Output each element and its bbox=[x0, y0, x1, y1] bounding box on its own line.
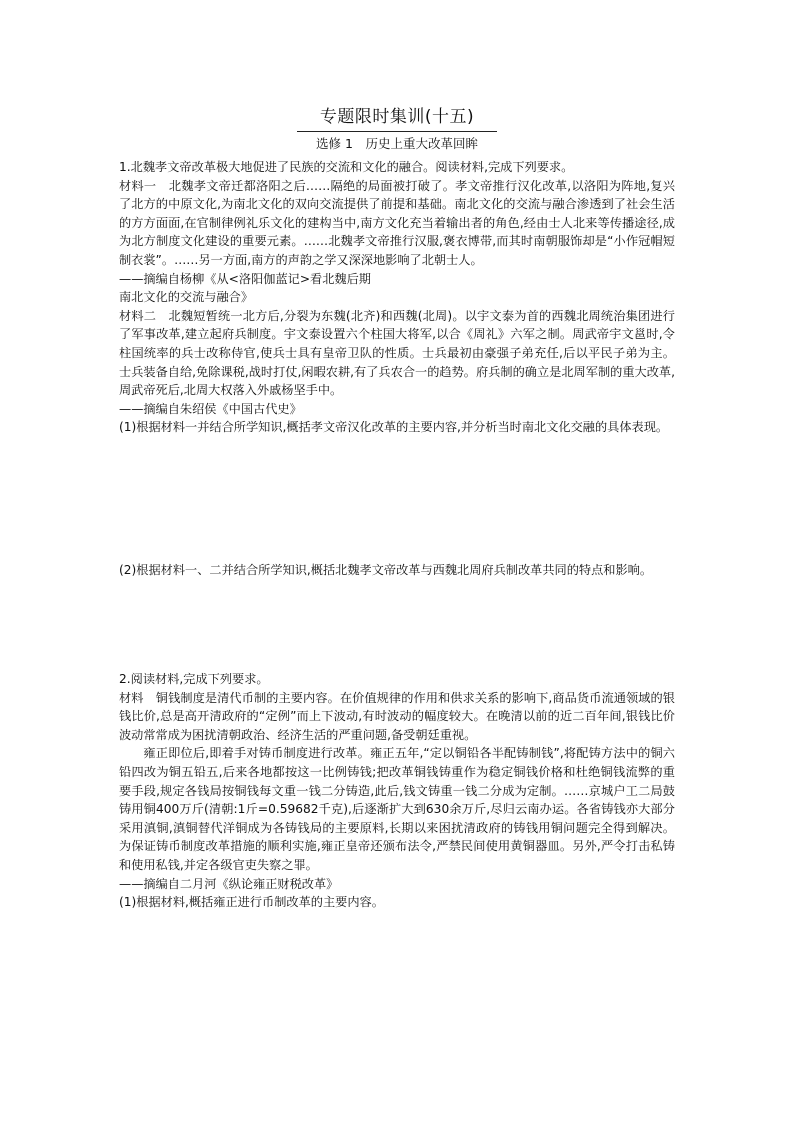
question-1 bbox=[119, 158, 675, 437]
question-2-material-paragraph-2: 雍正即位后,即着手对铸币制度进行改革。雍正五年,“定以铜铅各半配铸制钱”,将配铸方法中的铜六铅四改为铜五铅五,后来各地都按这一比例铸钱;把改革铜钱铸重作为稳定铜钱价格和杜绝铜钱流弊的重要手段,规定各钱局按铜钱每文重一钱二分铸造,此后,钱文铸重一钱二分成为定制。……京城户工二局鼓铸用铜400万斤(清朝:1斤=0.59682千克),后逐渐扩大到630余万斤,尽归云南办运。各省铸钱亦大部分采用滇铜,滇铜替代洋铜成为各铸钱局的主要原料,长期以来困扰清政府的铸钱用铜问题完全得到解决。为保证铸币制度改革措施的顺利实施,雍正皇帝还颁布法令,严禁民间使用黄铜器皿。另外,严令打击私铸和使用私钱,并定各级官吏失察之罪。 bbox=[119, 746, 675, 872]
question-1-sub-2-block bbox=[119, 561, 675, 580]
material-1-paragraph: 材料一 北魏孝文帝迁都洛阳之后……隔绝的局面被打破了。孝文帝推行汉化改革,以洛阳为阵地,复兴了北方的中原文化,为南北文化的双向交流提供了前提和基础。南北文化的交流与融合渗透到了社会生活的方方面面,在官制律例礼乐文化的建构当中,南方文化充当着输出者的角色,经由士人北来等传播途径,成为北方制度文化建设的重要元素。……北魏孝文帝推行汉服,褒衣博带,而其时南朝服饰却是“小作冠帽短制衣裳”。……另一方面,南方的声韵之学又深深地影响了北朝士人。 bbox=[119, 178, 675, 267]
question-2-sub-1: (1)根据材料,概括雍正进行币制改革的主要内容。 bbox=[119, 895, 384, 910]
question-1-sub-1: (1)根据材料一并结合所学知识,概括孝文帝汉化改革的主要内容,并分析当时南北文化交融的具体表现。 bbox=[119, 420, 669, 435]
material-2-paragraph: 材料二 北魏短暂统一北方后,分裂为东魏(北齐)和西魏(北周)。以宇文泰为首的西魏北周统治集团进行了军事改革,建立起府兵制度。宇文泰设置六个柱国大将军,以合《周礼》六军之制。周武帝宇文邕时,令柱国统率的兵士改称侍官,使兵士具有皇帝卫队的性质。士兵最初由豪强子弟充任,后以平民子弟为主。士兵装备自给,免除课税,战时打仗,闲暇农耕,有了兵农合一的趋势。府兵制的确立是北周军制的重大改革,周武帝死后,北周大权落入外戚杨坚手中。 bbox=[119, 308, 675, 398]
material-2-source: ——摘编自朱绍侯《中国古代史》 bbox=[119, 401, 302, 416]
question-2-stem: 2.阅读材料,完成下列要求。 bbox=[119, 672, 269, 686]
question-2-source: ——摘编自二月河《纵论雍正财税改革》 bbox=[119, 876, 339, 891]
question-1-sub-2: (2)根据材料一、二并结合所学知识,概括北魏孝文帝改革与西魏北周府兵制改革共同的特点和影响。 bbox=[119, 563, 653, 577]
question-1-stem: 1.北魏孝文帝改革极大地促进了民族的交流和文化的融合。阅读材料,完成下列要求。 bbox=[119, 160, 574, 174]
question-2 bbox=[119, 670, 675, 912]
page-subtitle: 选修 1 历史上重大改革回眸 bbox=[297, 131, 497, 152]
material-1-source-line-2: 南北文化的交流与融合》 bbox=[119, 290, 254, 305]
page-title: 专题限时集训(十五) bbox=[319, 107, 475, 127]
material-1-source-line-1: ——摘编自杨柳《从<洛阳伽蓝记>看北魏后期 bbox=[119, 271, 371, 286]
question-2-material-paragraph-1: 材料 铜钱制度是清代币制的主要内容。在价值规律的作用和供求关系的影响下,商品货币流通领域的银钱比价,总是高开清政府的“定例”而上下波动,有时波动的幅度较大。在晚清以前的近二百年间,银钱比价波动常常成为困扰清朝政治、经济生活的严重问题,备受朝廷重视。 bbox=[119, 690, 675, 742]
